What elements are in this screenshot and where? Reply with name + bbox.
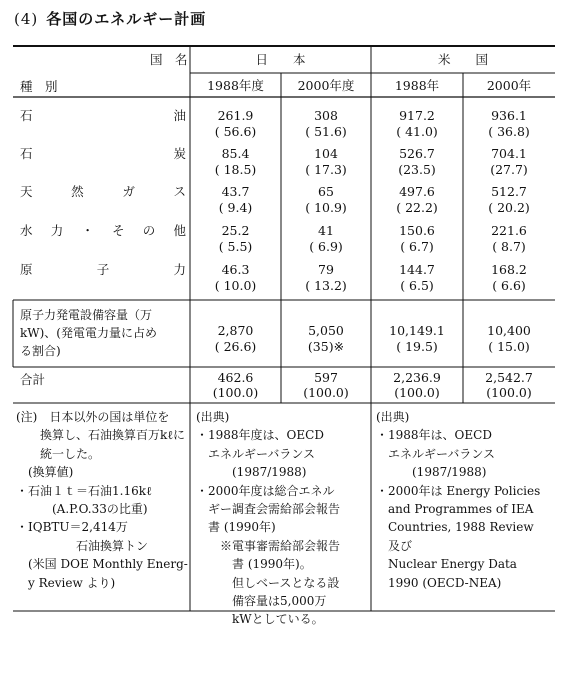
- capacity-label: 原子力発電設備容量（万 kW)、(発電電力量に占め る割合): [20, 308, 157, 358]
- table-cell: 2,236.9 (100.0): [393, 370, 441, 400]
- note-line: (出典): [196, 410, 230, 424]
- note-line: エネルギーバランス: [196, 446, 316, 461]
- note-line: 及び: [376, 538, 413, 553]
- note-line: (注) 日本以外の国は単位を: [16, 410, 170, 424]
- year-header: 2000年: [486, 78, 532, 93]
- note-line: 統一した。: [16, 446, 101, 461]
- table-cell: 43.7 ( 9.4): [218, 184, 253, 215]
- note-line: ・IQBTU＝2,414万: [16, 520, 128, 535]
- note-line: ・2000年は Energy Policies: [376, 483, 541, 498]
- notes-column: [16, 408, 188, 592]
- table-cell: 526.7 (23.5): [398, 146, 436, 177]
- note-line: (換算値): [16, 465, 74, 480]
- table-cell: 46.3 ( 10.0): [214, 262, 257, 293]
- table-cell: 168.2 ( 6.6): [491, 262, 527, 293]
- table-cell: 462.6 (100.0): [212, 370, 259, 400]
- note-line: ※電事審需給部会報告: [196, 538, 341, 553]
- table-cell: 704.1 (27.7): [490, 146, 528, 177]
- table-cell: 85.4 ( 18.5): [214, 146, 257, 177]
- note-line: 書 (1990年)。: [196, 557, 312, 572]
- note-line: ・石油１ｔ＝石油1.16kℓ: [16, 483, 152, 498]
- row-label: 原 子 力: [20, 262, 186, 277]
- table-cell: 497.6 ( 22.2): [396, 184, 438, 215]
- table-cell: 936.1 ( 36.8): [488, 108, 530, 139]
- note-line: 書 (1990年): [196, 520, 276, 535]
- note-line: 石油換算トン: [16, 538, 149, 553]
- year-header: 1988年度: [207, 78, 264, 93]
- total-label: 合計: [20, 372, 46, 387]
- table-cell: 79 ( 13.2): [305, 262, 347, 293]
- note-line: y Review より): [16, 575, 116, 590]
- row-label: 天 然 ガ ス: [20, 184, 186, 199]
- japan-header: 日 本: [255, 52, 306, 67]
- note-line: エネルギーバランス: [376, 446, 496, 461]
- note-line: (A.P.O.33の比重): [16, 502, 148, 517]
- note-line: Nuclear Energy Data: [376, 557, 517, 572]
- note-line: (1987/1988): [376, 465, 487, 480]
- table-cell: 25.2 ( 5.5): [218, 223, 253, 254]
- row-label: 石 油: [20, 108, 186, 123]
- note-line: ・2000年度は総合エネル: [196, 483, 335, 498]
- row-label: 石 炭: [20, 146, 186, 161]
- note-line: ・1988年は、OECD: [376, 428, 492, 443]
- table-cell: 261.9 ( 56.6): [214, 108, 257, 139]
- title-text: 各国のエネルギー計画: [46, 10, 207, 28]
- table-cell: 144.7 ( 6.5): [399, 262, 435, 293]
- table-cell: 2,870 ( 26.6): [214, 323, 257, 354]
- table-cell: 512.7 ( 20.2): [488, 184, 530, 215]
- note-line: (出典): [376, 410, 410, 424]
- row-label: 水 力 ・ そ の 他: [20, 223, 186, 238]
- note-line: Countries, 1988 Review: [376, 520, 534, 535]
- year-header: 2000年度: [297, 78, 355, 93]
- table-cell: 917.2 ( 41.0): [396, 108, 438, 139]
- source-japan-column: [196, 408, 368, 629]
- note-line: 1990 (OECD-NEA): [376, 575, 502, 590]
- note-line: kWとしている。: [196, 612, 324, 627]
- section-number: (4): [14, 10, 39, 28]
- table-cell: 308 ( 51.6): [305, 108, 347, 139]
- usa-header: 米 国: [437, 52, 488, 67]
- note-line: 備容量は5,000万: [196, 594, 327, 609]
- table-cell: 2,542.7 (100.0): [485, 370, 533, 400]
- note-line: (1987/1988): [196, 465, 307, 480]
- table-cell: 221.6 ( 8.7): [491, 223, 527, 254]
- source-usa-column: [376, 408, 554, 592]
- note-line: (米国 DOE Monthly Energ-: [16, 557, 188, 572]
- note-line: 換算し、石油換算百万kℓに: [16, 428, 186, 443]
- table-cell: 41 ( 6.9): [309, 223, 343, 254]
- table-cell: 10,400 ( 15.0): [487, 323, 531, 354]
- table-cell: 10,149.1 ( 19.5): [389, 323, 445, 354]
- table-cell: 150.6 ( 6.7): [399, 223, 435, 254]
- note-line: and Programmes of IEA: [376, 502, 534, 517]
- table-cell: 104 ( 17.3): [305, 146, 347, 177]
- year-header: 1988年: [394, 78, 440, 93]
- kind-header: 種 別: [20, 79, 58, 94]
- country-header: 国 名: [150, 52, 188, 67]
- table-cell: 597 (100.0): [303, 370, 349, 400]
- table-cell: 65 ( 10.9): [305, 184, 347, 215]
- note-line: ・1988年度は、OECD: [196, 428, 324, 443]
- table-cell: 5,050 (35)※: [307, 323, 345, 354]
- note-line: ギー調査会需給部会報告: [196, 502, 341, 517]
- note-line: 但しベースとなる設: [196, 575, 340, 590]
